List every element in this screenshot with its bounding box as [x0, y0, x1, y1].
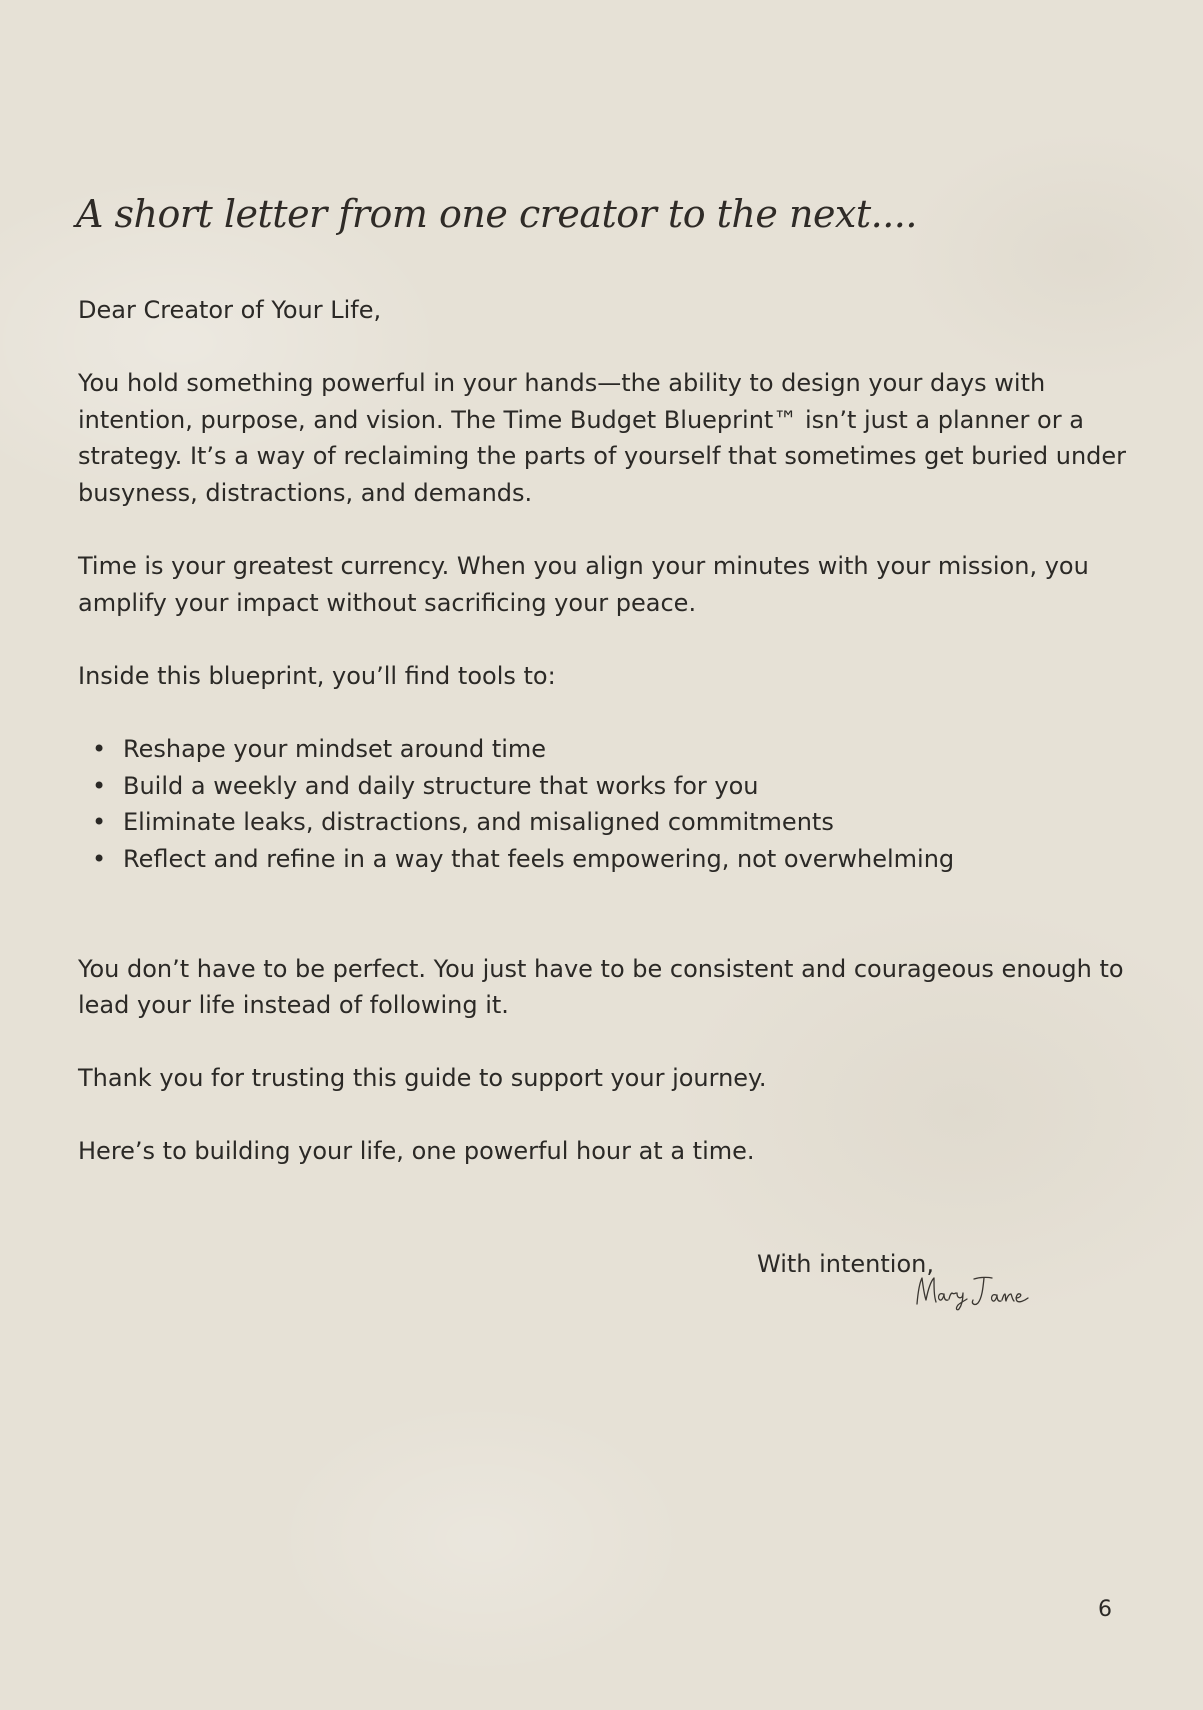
signature-image	[912, 1272, 1042, 1312]
list-item-text: Build a weekly and daily structure that works for you	[123, 771, 759, 800]
letter-body	[78, 292, 1138, 1170]
list-item-text: Reflect and refine in a way that feels empowering, not overwhelming	[123, 844, 955, 873]
list-item-text: Reshape your mindset around time	[123, 735, 547, 764]
page-number: 6	[1098, 1597, 1112, 1622]
list-item	[92, 804, 1138, 841]
list-item	[92, 841, 1138, 878]
list-item	[92, 768, 1138, 805]
tools-list	[78, 731, 1138, 877]
salutation: Dear Creator of Your Life,	[78, 296, 382, 324]
paragraph-time-currency: Time is your greatest currency. When you align your minutes with your mission, you amplify your impact without sacrificing your peace.	[78, 552, 1089, 617]
paragraph-thanks: Thank you for trusting this guide to support your journey.	[78, 1064, 767, 1093]
list-item-text: Eliminate leaks, distractions, and misaligned commitments	[123, 808, 834, 837]
bullet-icon: •	[92, 808, 107, 837]
paragraph-intro: You hold something powerful in your hands—the ability to design your days with intention, purpose, and vision. The Time Budget Blueprint™ isn’t just a planner or a strategy. It’s a way of reclaiming the parts of yourself that sometimes get buried under busyness, distractions, and demands.	[78, 369, 1127, 507]
list-item	[92, 731, 1138, 768]
letter-heading: A short letter from one creator to the next....	[76, 192, 917, 236]
paragraph-consistency: You don’t have to be perfect. You just have to be consistent and courageous enough to lead your life instead of following it.	[78, 954, 1124, 1020]
bullet-icon: •	[92, 735, 107, 764]
bullet-icon: •	[92, 844, 107, 873]
paragraph-closing-line: Here’s to building your life, one powerful hour at a time.	[78, 1137, 755, 1166]
closing-line: With intention,	[757, 1250, 934, 1278]
paragraph-tools-intro: Inside this blueprint, you’ll find tools to:	[78, 661, 556, 690]
bullet-icon: •	[92, 771, 107, 800]
